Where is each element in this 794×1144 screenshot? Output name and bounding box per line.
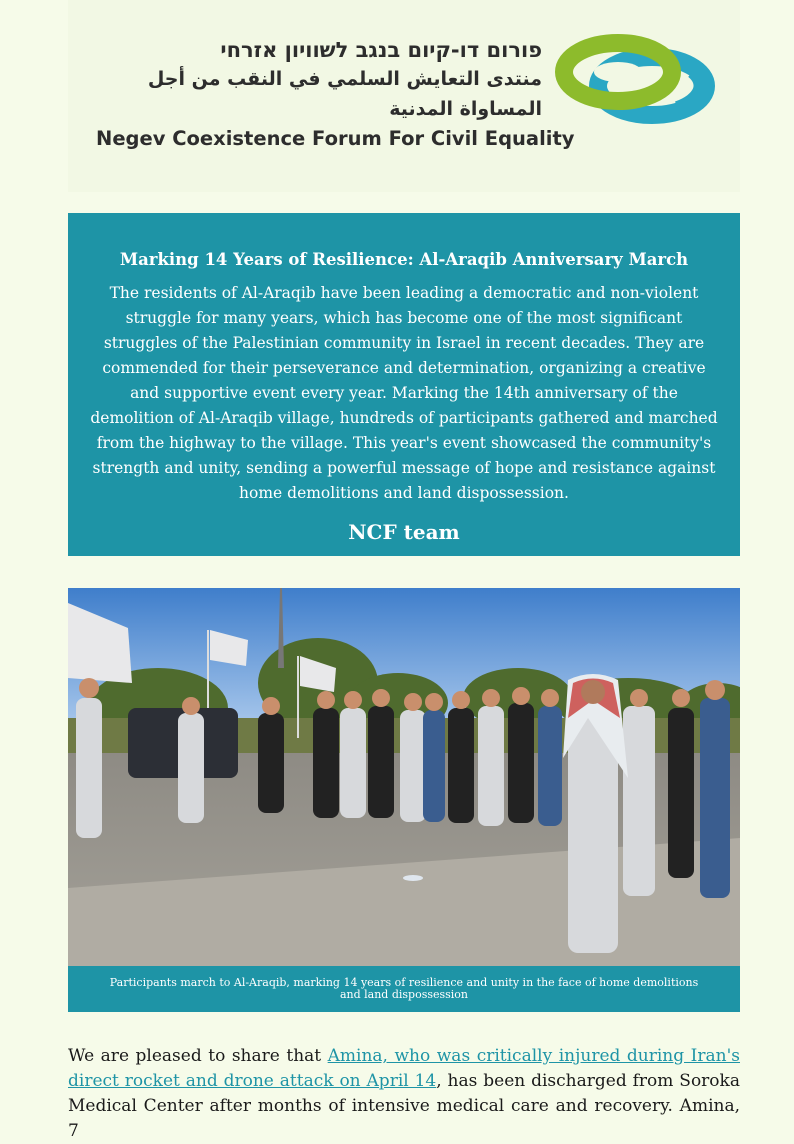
photo-caption-box	[68, 966, 740, 1012]
announcement-body: The residents of Al-Araqib have been leading a democratic and non-violent struggle for many years, which has become one of the most significant struggles of the Palestinian community in Israel in recent decades. They are commended for their perseverance and determination, organizing a creative and supportive event every year. Marking the 14th anniversary of the demolition of Al-Araqib village, hundreds of participants gathered and marched from the highway to the village. This year's event showcased the community's strength and unity, sending a powerful message of hope and resistance against home demolitions and land dispossession.	[90, 284, 718, 502]
logo-arabic-name: منتدى التعايش السلمي في النقب من أجل المساواة المدنية	[147, 68, 542, 120]
march-photo	[68, 588, 740, 966]
logo-hebrew-name: פורום דו-קיום בנגב לשוויון אזרחי	[220, 38, 542, 62]
logo-english-name: Negev Coexistence Forum For Civil Equality	[96, 127, 575, 150]
article-intro: We are pleased to share that	[68, 1046, 328, 1066]
anniversary-announcement	[68, 213, 740, 556]
article-paragraph	[68, 1044, 740, 1144]
announcement-signature: NCF team	[348, 520, 460, 544]
article-rest: , has been discharged from Soroka Medical Center after months of intensive medical care and recovery. Amina, 7	[68, 1071, 740, 1141]
logo-text	[96, 36, 575, 154]
photo-caption: Participants march to Al-Araqib, marking 14 years of resilience and unity in the face of home demolitions and land dispossession	[109, 976, 699, 1001]
interlocking-rings-logo-icon	[554, 30, 722, 130]
amina-story-link[interactable]: Amina, who was critically injured during Iran's direct rocket and drone attack on April 14	[68, 1046, 740, 1091]
newsletter-header	[68, 0, 740, 192]
announcement-title: Marking 14 Years of Resilience: Al-Araqib Anniversary March	[119, 250, 689, 269]
